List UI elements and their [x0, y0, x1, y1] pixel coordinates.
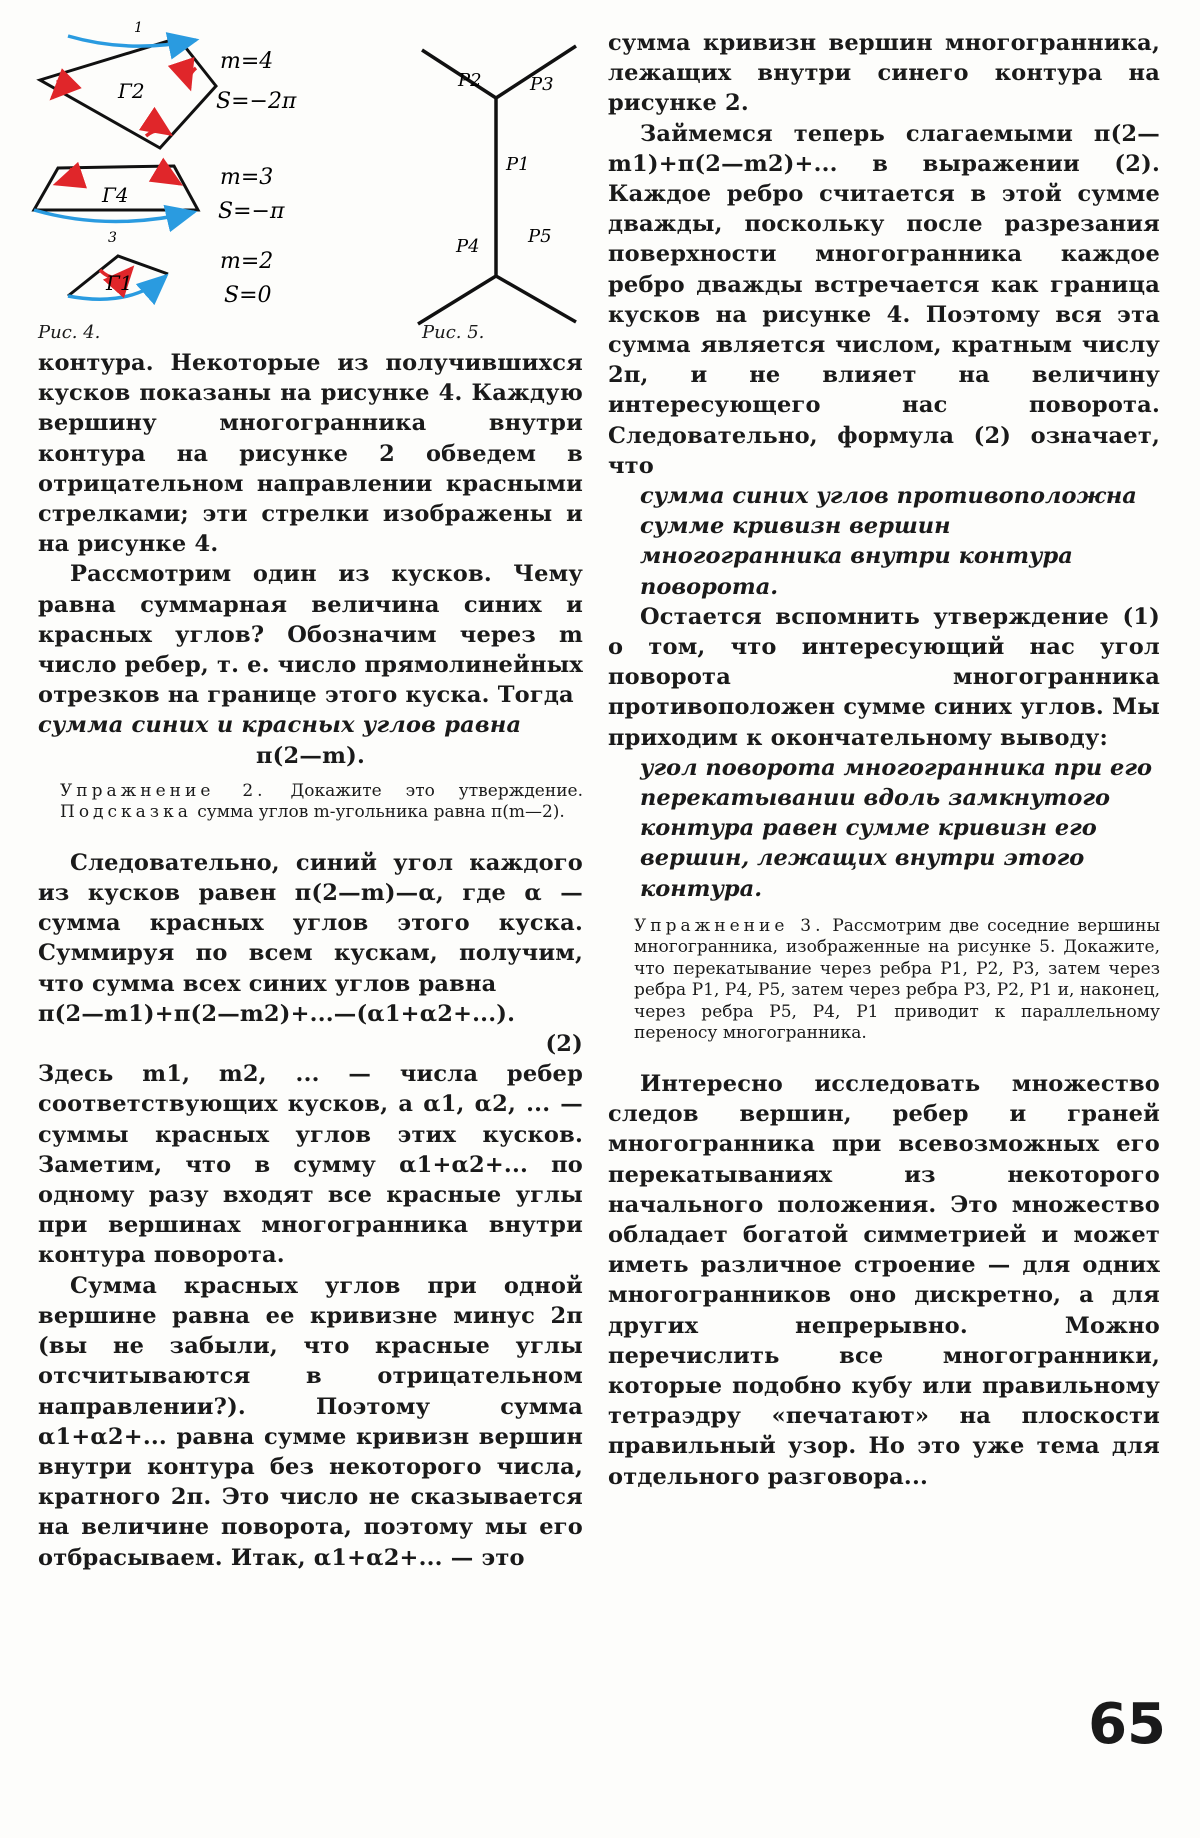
equation-number-2: (2) — [545, 1031, 583, 1058]
claim-sum-angles: сумма синих и красных углов равна — [38, 712, 522, 739]
claim-sum-angles-formula: π(2—m). — [256, 742, 365, 769]
gamma-2-label: Γ2 — [118, 79, 145, 103]
left-column — [38, 348, 583, 1573]
gamma-1-m: m=2 — [220, 249, 274, 274]
right-paragraph-3: Остается вспомнить утверждение (1) о том, что интересующий нас угол поворота многогранника противоположен сумме синих углов. Мы приходим к окончательному выводу: — [608, 603, 1160, 751]
edge-label-p2: P2 — [458, 70, 482, 91]
gamma-4-s: S=−π — [218, 199, 285, 224]
formula-2: π(2—m1)+π(2—m2)+...—(α1+α2+...). — [38, 1000, 516, 1027]
exercise-2-hint: Подсказка — [60, 802, 192, 823]
edge-label-p1: P1 — [506, 154, 530, 175]
right-column — [608, 28, 1160, 1492]
gamma-4-edge-label: 3 — [108, 230, 117, 246]
figure-5-caption: Рис. 5. — [422, 322, 485, 343]
figure-4 — [20, 18, 360, 358]
right-paragraph-1: сумма кривизн вершин многогранника, лежащих внутри синего контура на рисунке 2. — [608, 30, 1160, 117]
edge-label-p5: P5 — [528, 226, 552, 247]
gamma-4-m: m=3 — [220, 165, 274, 190]
exercise-2-text: Докажите это утверждение. — [266, 780, 583, 801]
figure-5 — [380, 38, 600, 328]
figure-4-caption: Рис. 4. — [38, 322, 101, 343]
claim-blue-angles: сумма синих углов противоположна сумме кривизн вершин многогранника внутри контура поворота. — [640, 483, 1137, 600]
exercise-3 — [608, 916, 1160, 1045]
edge-label-p3: P3 — [530, 74, 554, 95]
exercise-3-heading: Упражнение 3. — [634, 915, 825, 936]
gamma-4-label: Γ4 — [102, 183, 129, 207]
right-paragraph-4: Интересно исследовать множество следов вершин, ребер и граней многогранника при всевозможных его перекатываниях из некоторого начального положения. Это множество обладает богатой симметрией и может иметь различное строение — для одних многогранников оно дискретно, а для других непрерывно. Можно перечислить все многогранники, которые подобно кубу или правильному тетраэдру «печатают» на плоскости правильный узор. Но это уже тема для отдельного разговора... — [608, 1070, 1160, 1490]
gamma-1-label: Γ1 — [106, 271, 133, 295]
left-paragraph-2: Рассмотрим один из кусков. Чему равна суммарная величина синих и красных углов? Обозначим через m число ребер, т. е. число прямолинейных отрезков на границе этого куска. Тогда — [38, 561, 583, 709]
right-paragraph-2: Займемся теперь слагаемыми π(2—m1)+π(2—m2)+... в выражении (2). Каждое ребро считается в этой сумме дважды, поскольку после разрезания поверхности многогранника каждое ребро дважды встречается как граница кусков на рисунке 4. Поэтому вся эта сумма является числом, кратным числу 2π, и не влияет на величину интересующего нас поворота. Следовательно, формула (2) означает, что — [608, 120, 1160, 479]
left-paragraph-5: Сумма красных углов при одной вершине равна ее кривизне минус 2π (вы не забыли, что красные углы отсчитываются в отрицательном направлении?). Поэтому сумма α1+α2+... равна сумме кривизн вершин внутри контура без некоторого числа, кратного 2π. Это число не сказывается на величине поворота, поэтому мы его отбрасываем. Итак, α1+α2+... — это — [38, 1272, 583, 1571]
edge-label-p4: P4 — [456, 236, 480, 257]
gamma-2-s: S=−2π — [216, 89, 297, 114]
claim-final-conclusion: угол поворота многогранника при его перекатывании вдоль замкнутого контура равен сумме кривизн его вершин, лежащих внутри этого контура. — [640, 754, 1153, 902]
exercise-2-rest: сумма углов m-угольника равна π(m—2). — [191, 802, 565, 823]
gamma-2-m: m=4 — [220, 49, 274, 74]
gamma-2-edge-label: 1 — [134, 20, 143, 36]
exercise-3-text: Рассмотрим две соседние вершины многогранника, изображенные на рисунке 5. Докажите, что перекатывание через ребра P1, P2, P3, затем через ребра P1, P4, P5, затем через ребра P3, P2, P1 и, наконец, через ребра P5, P4, P1 приводит к параллельному переносу многогранника. — [634, 915, 1160, 1044]
left-paragraph-3: Следовательно, синий угол каждого из кусков равен π(2—m)—α, где α — сумма красных углов этого куска. Суммируя по всем кускам, получим, что сумма всех синих углов равна — [38, 849, 583, 997]
exercise-2-heading: Упражнение 2. — [60, 780, 267, 801]
left-paragraph-1: контура. Некоторые из получившихся кусков показаны на рисунке 4. Каждую вершину многогранника внутри контура на рисунке 2 обведем в отрицательном направлении красными стрелками; эти стрелки изображены и на рисунке 4. — [38, 350, 583, 558]
gamma-1-s: S=0 — [224, 283, 272, 308]
exercise-2 — [38, 781, 583, 824]
page-number: 65 — [1088, 1692, 1166, 1757]
left-paragraph-4: Здесь m1, m2, ... — числа ребер соответствующих кусков, а α1, α2, ... — суммы красных углов этих кусков. Заметим, что в сумму α1+α2+... по одному разу входят все красные углы при вершинах многогранника внутри контура поворота. — [38, 1061, 583, 1269]
